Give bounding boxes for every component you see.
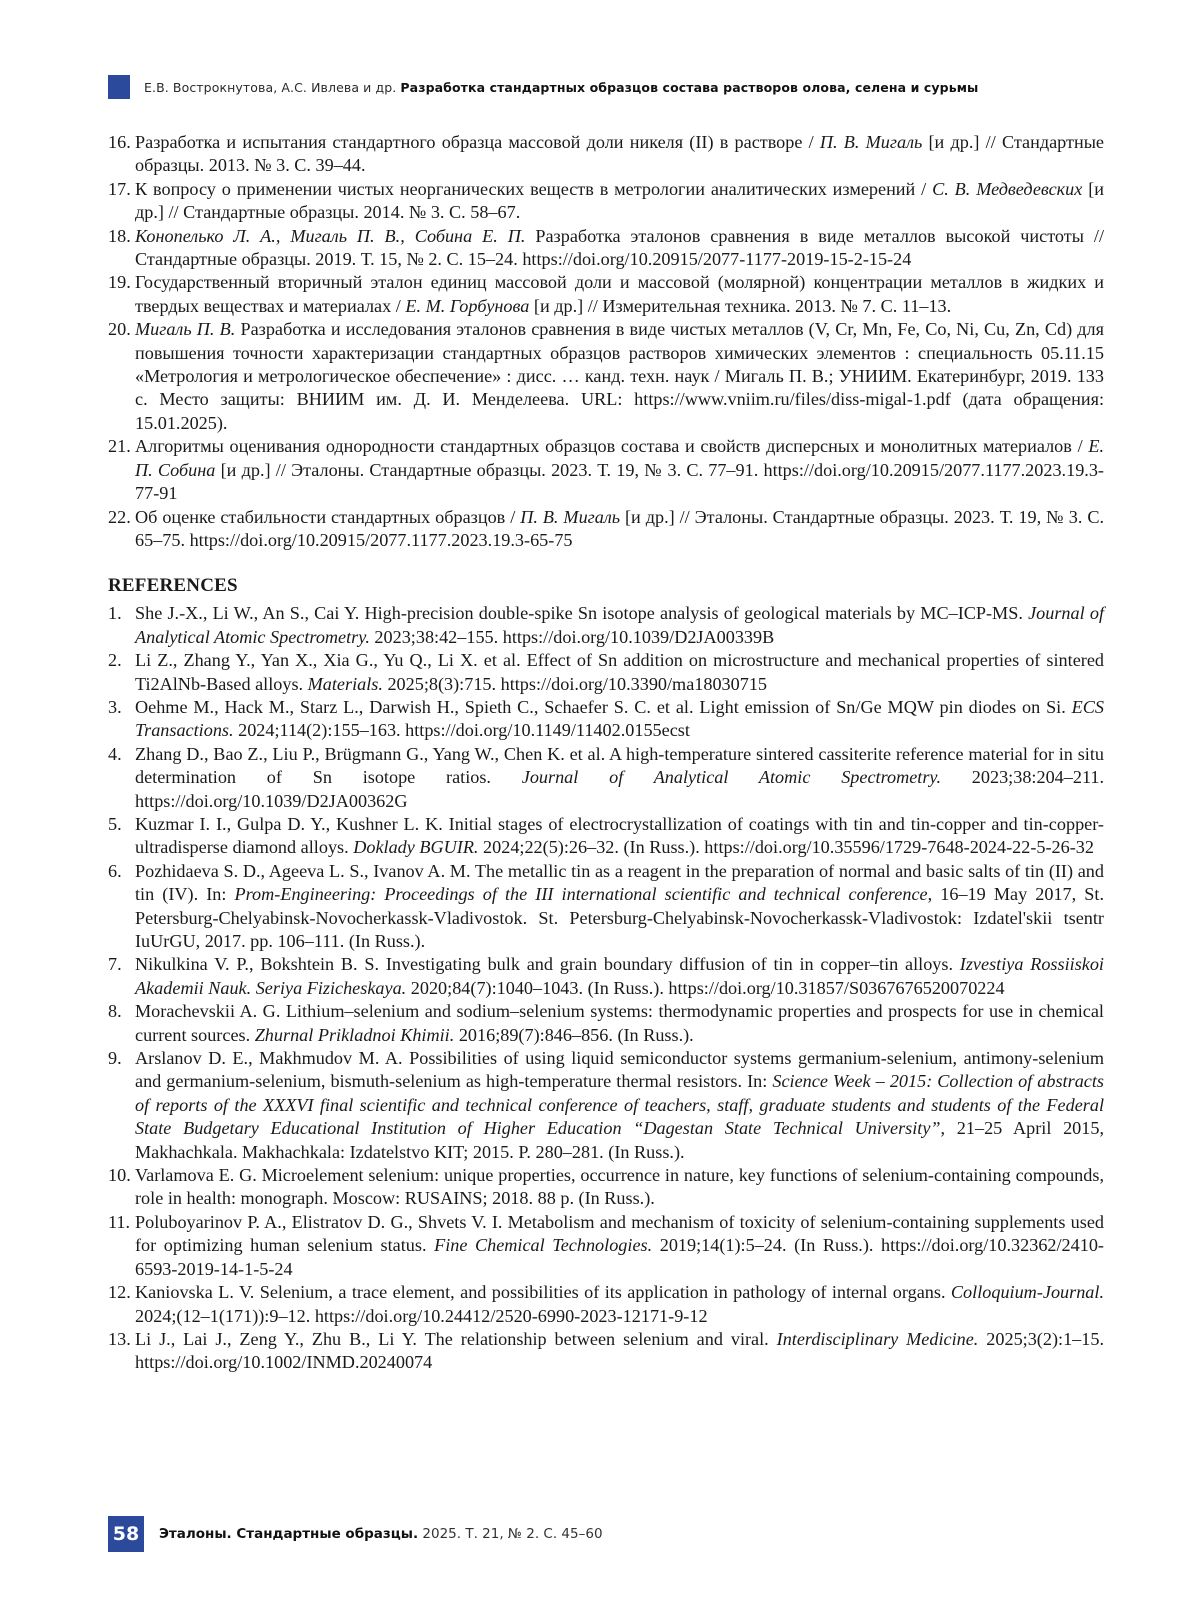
reference-text xyxy=(135,1047,1104,1164)
reference-item xyxy=(108,225,1104,272)
reference-number: 20. xyxy=(108,319,131,340)
reference-text-part: [и др.] // Эталоны. Стандартные образцы. 2023. Т. 19, № 3. С. 77–91. https://doi.org/10.20915/2077.1177.2023.19.3-77-91 xyxy=(135,459,1104,504)
reference-italic-part: Colloquium-Journal. xyxy=(950,1282,1104,1303)
reference-text-part: Nikulkina V. P., Bokshtein B. S. Investigating bulk and grain boundary diffusion of tin in copper–tin alloys. xyxy=(135,954,960,975)
reference-italic-part: Fine Chemical Technologies. xyxy=(434,1235,653,1256)
reference-number: 18. xyxy=(108,225,131,246)
reference-item xyxy=(108,1000,1104,1047)
reference-text-part: Kuzmar I. I., Gulpa D. Y., Kushner L. K. Initial stages of electrocrystallization of coatings with tin and tin-copper and tin-copper-ultradisperse diamond alloys. xyxy=(135,813,1104,858)
reference-text-part: She J.-X., Li W., An S., Cai Y. High-precision double-spike Sn isotope analysis of geological materials by MC–ICP-MS. xyxy=(135,603,1029,624)
reference-text xyxy=(135,743,1104,813)
reference-italic-part: Journal of Analytical Atomic Spectrometry. xyxy=(135,603,1104,647)
reference-text xyxy=(135,271,1104,318)
reference-italic-part: Interdisciplinary Medicine. xyxy=(776,1328,979,1349)
reference-number: 16. xyxy=(108,132,131,152)
reference-item xyxy=(108,1211,1104,1281)
reference-text-part: 2024;22(5):26–32. (In Russ.). https://doi.org/10.35596/1729-7648-2024-22-5-26-32 xyxy=(478,837,1094,858)
reference-number: 6. xyxy=(108,860,122,881)
page-number-badge: 58 xyxy=(108,1516,144,1552)
reference-italic-part: Е. П. Собина xyxy=(135,436,1104,480)
reference-number: 19. xyxy=(108,272,131,293)
header-authors: Е.В. Вострокнутова, А.С. Ивлева и др. xyxy=(144,79,397,95)
reference-text-part: 2024;114(2):155–163. https://doi.org/10.1149/11402.0155ecst xyxy=(233,720,690,741)
reference-text xyxy=(135,953,1104,1000)
reference-number: 3. xyxy=(108,696,122,717)
reference-text-part: 2023;38:42–155. https://doi.org/10.1039/D2JA00339B xyxy=(369,626,775,647)
reference-text-part: Li Z., Zhang Y., Yan X., Xia G., Yu Q., Li X. et al. Effect of Sn addition on microstructure and mechanical properties of sintered Ti2AlNb-Based alloys. xyxy=(135,650,1104,694)
reference-text-part: Разработка и исследования эталонов сравнения в виде чистых металлов (V, Cr, Mn, Fe, Co, Ni, Cu, Zn, Cd) для повышения точности характеризации стандартных образцов растворов химических элементов : специальность 05.11.15 «Метрология и метрологическое обеспечение» : дисс. … канд. техн. наук / Мигаль П. В.; УНИИМ. Екатеринбург, 2019. 133 с. Место защиты: ВНИИМ им. Д. И. Менделеева. URL: https://www.vniim.ru/files/diss-migal-1.pdf (дата обращения: 15.01.2025). xyxy=(135,319,1104,433)
reference-italic-part: Мигаль П. В. xyxy=(135,319,236,340)
reference-text-part: 2025;3(2):1–15. https://doi.org/10.1002/INMD.20240074 xyxy=(135,1328,1104,1373)
reference-text xyxy=(135,178,1104,225)
reference-item xyxy=(108,743,1104,813)
reference-text-part: Poluboyarinov P. A., Elistratov D. G., Shvets V. I. Metabolism and mechanism of toxicity of selenium-containing supplements used for optimizing human selenium status. xyxy=(135,1211,1104,1256)
english-reference-list xyxy=(108,602,1104,1374)
reference-text-part: 2020;84(7):1040–1043. (In Russ.). https://doi.org/10.31857/S0367676520070224 xyxy=(406,977,1005,998)
reference-text-part: Oehme M., Hack M., Starz L., Darwish H., Spieth C., Schaefer S. C. et al. Light emission of Sn/Ge MQW pin diodes on Si. xyxy=(135,696,1072,717)
header-text xyxy=(144,80,978,95)
reference-item xyxy=(108,1281,1104,1328)
reference-item xyxy=(108,1164,1104,1211)
reference-italic-part: С. В. Медведевских xyxy=(932,178,1083,199)
reference-text-part: , 16–19 May 2017, St. Petersburg-Chelyabinsk-Novocherkassk-Vladivostok. St. Petersburg-Chelyabinsk-Novocherkassk-Vladivostok: Izdatel'skii tsentr IuUrGU, 2017. pp. 106–111. (In Russ.). xyxy=(135,884,1104,951)
reference-text-part: Об оценке стабильности стандартных образцов / xyxy=(135,506,521,527)
reference-italic-part: Конопелько Л. А., Мигаль П. В., Собина Е. П. xyxy=(135,225,526,246)
reference-text-part: Разработка эталонов сравнения в виде металлов высокой чистоты // Стандартные образцы. 2019. Т. 15, № 2. С. 15–24. https://doi.org/10.20915/2077-1177-2019-15-2-15-24 xyxy=(135,225,1104,270)
reference-item xyxy=(108,318,1104,435)
reference-number: 12. xyxy=(108,1282,131,1303)
reference-number: 9. xyxy=(108,1048,122,1069)
references-content xyxy=(108,131,1104,1375)
reference-text-part: [и др.] // Измерительная техника. 2013. № 7. С. 11–13. xyxy=(529,295,952,316)
reference-text-part: Государственный вторичный эталон единиц массовой доли и массовой (молярной) концентрации металлов в жидких и твердых веществах и материалах / xyxy=(135,272,1104,316)
reference-item xyxy=(108,131,1104,178)
reference-number: 5. xyxy=(108,813,122,834)
russian-reference-list xyxy=(108,131,1104,552)
footer-journal: Эталоны. Стандартные образцы. xyxy=(159,1526,419,1542)
page-footer xyxy=(108,1516,603,1552)
reference-text xyxy=(135,649,1104,696)
reference-number: 7. xyxy=(108,954,122,975)
reference-text-part: 2019;14(1):5–24. (In Russ.). https://doi.org/10.32362/2410-6593-2019-14-1-5-24 xyxy=(135,1235,1104,1279)
reference-text xyxy=(135,506,1104,553)
header-title: Разработка стандартных образцов состава растворов олова, селена и сурьмы xyxy=(400,79,979,95)
reference-italic-part: ECS Transactions. xyxy=(135,696,1104,741)
reference-italic-part: Prom-Engineering: Proceedings of the III international scientific and technical conference xyxy=(234,884,928,905)
reference-item xyxy=(108,435,1104,505)
reference-text-part: 2023;38:204–211. https://doi.org/10.1039/D2JA00362G xyxy=(135,767,1105,811)
reference-number: 8. xyxy=(108,1001,122,1022)
reference-number: 22. xyxy=(108,506,131,527)
reference-text xyxy=(135,860,1104,954)
reference-italic-part: П. В. Мигаль xyxy=(819,132,923,152)
footer-issue: 2025. Т. 21, № 2. С. 45–60 xyxy=(418,1526,603,1542)
reference-text-part: Алгоритмы оценивания однородности стандартных образцов состава и свойств дисперсных и монолитных материалов / xyxy=(135,436,1089,457)
reference-text xyxy=(135,225,1104,272)
reference-text xyxy=(135,1281,1104,1328)
reference-text xyxy=(135,602,1104,649)
reference-italic-part: Е. М. Горбунова xyxy=(405,295,530,316)
reference-text xyxy=(135,435,1104,505)
reference-text-part: [и др.] // Стандартные образцы. 2013. № 3. С. 39–44. xyxy=(135,132,1104,176)
reference-text-part: [и др.] // Стандартные образцы. 2014. № 3. С. 58–67. xyxy=(135,178,1104,223)
references-heading: REFERENCES xyxy=(108,575,238,597)
reference-item xyxy=(108,696,1104,743)
reference-number: 10. xyxy=(108,1165,131,1186)
reference-text xyxy=(135,131,1104,178)
reference-item xyxy=(108,649,1104,696)
header-accent-square xyxy=(108,75,130,99)
reference-text xyxy=(135,813,1104,860)
reference-italic-part: Science Week – 2015: Collection of abstracts of reports of the XXXVI final scientific and technical conference of teachers, staff, graduate students and students of the Federal State Budgetary Educational Institution of Higher Education “Dagestan State Technical University” xyxy=(135,1071,1104,1139)
reference-text xyxy=(135,1000,1104,1047)
reference-number: 2. xyxy=(108,650,122,671)
reference-text-part: Morachevskii A. G. Lithium–selenium and sodium–selenium systems: thermodynamic properties and prospects for use in chemical current sources. xyxy=(135,1001,1104,1045)
reference-text-part: Kaniovska L. V. Selenium, a trace element, and possibilities of its application in pathology of internal organs. xyxy=(135,1282,951,1303)
reference-text xyxy=(135,1211,1104,1281)
reference-text-part: 2025;8(3):715. https://doi.org/10.3390/ma18030715 xyxy=(382,673,768,694)
reference-text xyxy=(135,1328,1104,1375)
reference-italic-part: Journal of Analytical Atomic Spectrometry. xyxy=(521,767,942,788)
reference-italic-part: Zhurnal Prikladnoi Khimii. xyxy=(254,1024,455,1045)
reference-text xyxy=(135,1164,1104,1211)
reference-item xyxy=(108,1328,1104,1375)
reference-number: 4. xyxy=(108,743,122,764)
running-head xyxy=(108,75,1140,99)
reference-text xyxy=(135,318,1104,435)
reference-number: 1. xyxy=(108,603,122,624)
reference-number: 11. xyxy=(108,1211,131,1232)
reference-text-part: Li J., Lai J., Zeng Y., Zhu B., Li Y. The relationship between selenium and viral. xyxy=(135,1328,777,1349)
reference-text xyxy=(135,696,1104,743)
reference-text-part: Pozhidaeva S. D., Ageeva L. S., Ivanov A. M. The metallic tin as a reagent in the preparation of normal and basic salts of tin (II) and tin (IV). In: xyxy=(135,860,1104,905)
reference-number: 13. xyxy=(108,1328,131,1349)
reference-text-part: 2016;89(7):846–856. (In Russ.). xyxy=(454,1024,694,1045)
reference-text-part: Varlamova E. G. Microelement selenium: unique properties, occurrence in nature, key functions of selenium-containing compounds, role in health: monograph. Moscow: RUSAINS; 2018. 88 p. (In Russ.). xyxy=(135,1165,1104,1209)
reference-item xyxy=(108,506,1104,553)
reference-item xyxy=(108,860,1104,954)
reference-item xyxy=(108,813,1104,860)
reference-text-part: Arslanov D. E., Makhmudov M. A. Possibilities of using liquid semiconductor systems germanium-selenium, antimony-selenium and germanium-selenium, bismuth-selenium as high-temperature thermal resistors. In: xyxy=(135,1048,1104,1092)
reference-number: 21. xyxy=(108,436,131,457)
reference-text-part: 2024;(12–1(171)):9–12. https://doi.org/10.24412/2520-6990-2023-12171-9-12 xyxy=(135,1305,708,1326)
footer-citation xyxy=(159,1526,603,1542)
reference-text-part: К вопросу о применении чистых неорганических веществ в метрологии аналитических измерений / xyxy=(135,178,933,199)
reference-italic-part: Materials. xyxy=(307,673,383,694)
reference-number: 17. xyxy=(108,178,131,199)
reference-text-part: , 21–25 April 2015, Makhachkala. Makhachkala: Izdatelstvo KIT; 2015. P. 280–281. (In Russ.). xyxy=(135,1118,1105,1162)
reference-italic-part: П. В. Мигаль xyxy=(520,506,621,527)
reference-text-part: Разработка и испытания стандартного образца массовой доли никеля (II) в растворе / xyxy=(135,132,820,152)
reference-text-part: [и др.] // Эталоны. Стандартные образцы. 2023. Т. 19, № 3. С. 65–75. https://doi.org/10.20915/2077.1177.2023.19.3-65-75 xyxy=(135,506,1104,550)
reference-item xyxy=(108,1047,1104,1164)
reference-italic-part: Izvestiya Rossiiskoi Akademii Nauk. Seriya Fizicheskaya. xyxy=(135,954,1104,998)
reference-item xyxy=(108,953,1104,1000)
reference-item xyxy=(108,271,1104,318)
reference-text-part: Zhang D., Bao Z., Liu P., Brügmann G., Yang W., Chen K. et al. A high-temperature sintered cassiterite reference material for in situ determination of Sn isotope ratios. xyxy=(135,743,1104,788)
reference-item xyxy=(108,178,1104,225)
reference-item xyxy=(108,602,1104,649)
reference-italic-part: Doklady BGUIR. xyxy=(353,837,479,858)
